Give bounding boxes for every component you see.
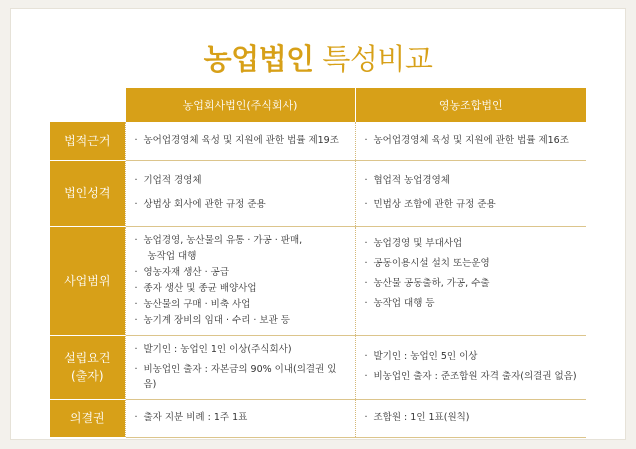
list-item: · 공동이용시설 설치 또는운영: [364, 256, 579, 271]
table-row: [50, 122, 586, 160]
list-item: · 농산물 공동출하, 가공, 수출: [364, 276, 579, 291]
list-item: · 협업적 농업경영체: [364, 173, 579, 188]
list-item: · 조합원 : 1인 1표(원칙): [364, 410, 579, 425]
title-light: 특성비교: [322, 42, 433, 76]
list-item: · 종자 생산 및 종균 배양사업: [134, 281, 347, 296]
cell-nature-cooperative: [355, 160, 586, 226]
list-item: · 출자 지분 비례 : 1주 1표: [134, 410, 347, 425]
table-row: [50, 226, 586, 335]
page-title: [11, 41, 625, 77]
row-label-voting: 의결권: [50, 399, 125, 437]
list-item: · 영농자재 생산 · 공급: [134, 265, 347, 280]
cell-voting-cooperative: [355, 399, 586, 437]
list-item: · 비농업인 출자 : 준조합원 자격 출자(의결권 없음): [364, 369, 579, 384]
cell-requirements-corporation: [125, 335, 355, 399]
list-item: · 민법상 조합에 관한 규정 준용: [364, 197, 579, 212]
list-item: · 농기계 장비의 임대 · 수리 · 보관 등: [134, 313, 347, 328]
row-label-line: 설립요건: [64, 351, 111, 365]
cell-voting-corporation: [125, 399, 355, 437]
title-bold: 농업법인: [203, 42, 314, 76]
column-header-corporation: 농업회사법인(주식회사): [125, 88, 355, 122]
list-item: · 농작업 대행 등: [364, 296, 579, 311]
table-row: [50, 335, 586, 399]
row-label-nature: 법인성격: [50, 160, 125, 226]
cell-scope-corporation: [125, 226, 355, 335]
cell-legal-basis-cooperative: [355, 122, 586, 160]
table-row: [50, 160, 586, 226]
row-label-legal-basis: 법적근거: [50, 122, 125, 160]
cell-legal-basis-corporation: [125, 122, 355, 160]
list-item: · 농산물의 구매 · 비축 사업: [134, 297, 347, 312]
row-label-scope: 사업범위: [50, 226, 125, 335]
list-item: · 상법상 회사에 관한 규정 준용: [134, 197, 347, 212]
list-item-continuation: 농작업 대행: [147, 250, 197, 262]
cell-nature-corporation: [125, 160, 355, 226]
cell-scope-cooperative: [355, 226, 586, 335]
row-label-line: (출자): [70, 369, 104, 383]
list-item: · 농업경영 및 부대사업: [364, 236, 579, 251]
cell-requirements-cooperative: [355, 335, 586, 399]
list-item: · 농업경영, 농산물의 유통 · 가공 · 판매,: [134, 233, 347, 248]
list-item: · 발기인 : 농업인 5인 이상: [364, 349, 579, 364]
list-item: · 발기인 : 농업인 1인 이상(주식회사): [134, 342, 347, 357]
list-item: · 농어업경영체 육성 및 지원에 관한 법률 제19조: [134, 133, 347, 148]
comparison-table: [50, 88, 586, 438]
table-row: [50, 399, 586, 437]
row-label-requirements: [50, 335, 125, 399]
list-item: · 농어업경영체 육성 및 지원에 관한 법률 제16조: [364, 133, 579, 148]
column-header-cooperative: 영농조합법인: [355, 88, 586, 122]
table-corner: [50, 88, 125, 122]
list-item: · 비농업인 출자 : 자본금의 90% 이내(의결권 있음): [134, 362, 347, 392]
list-item: · 기업적 경영체: [134, 173, 347, 188]
